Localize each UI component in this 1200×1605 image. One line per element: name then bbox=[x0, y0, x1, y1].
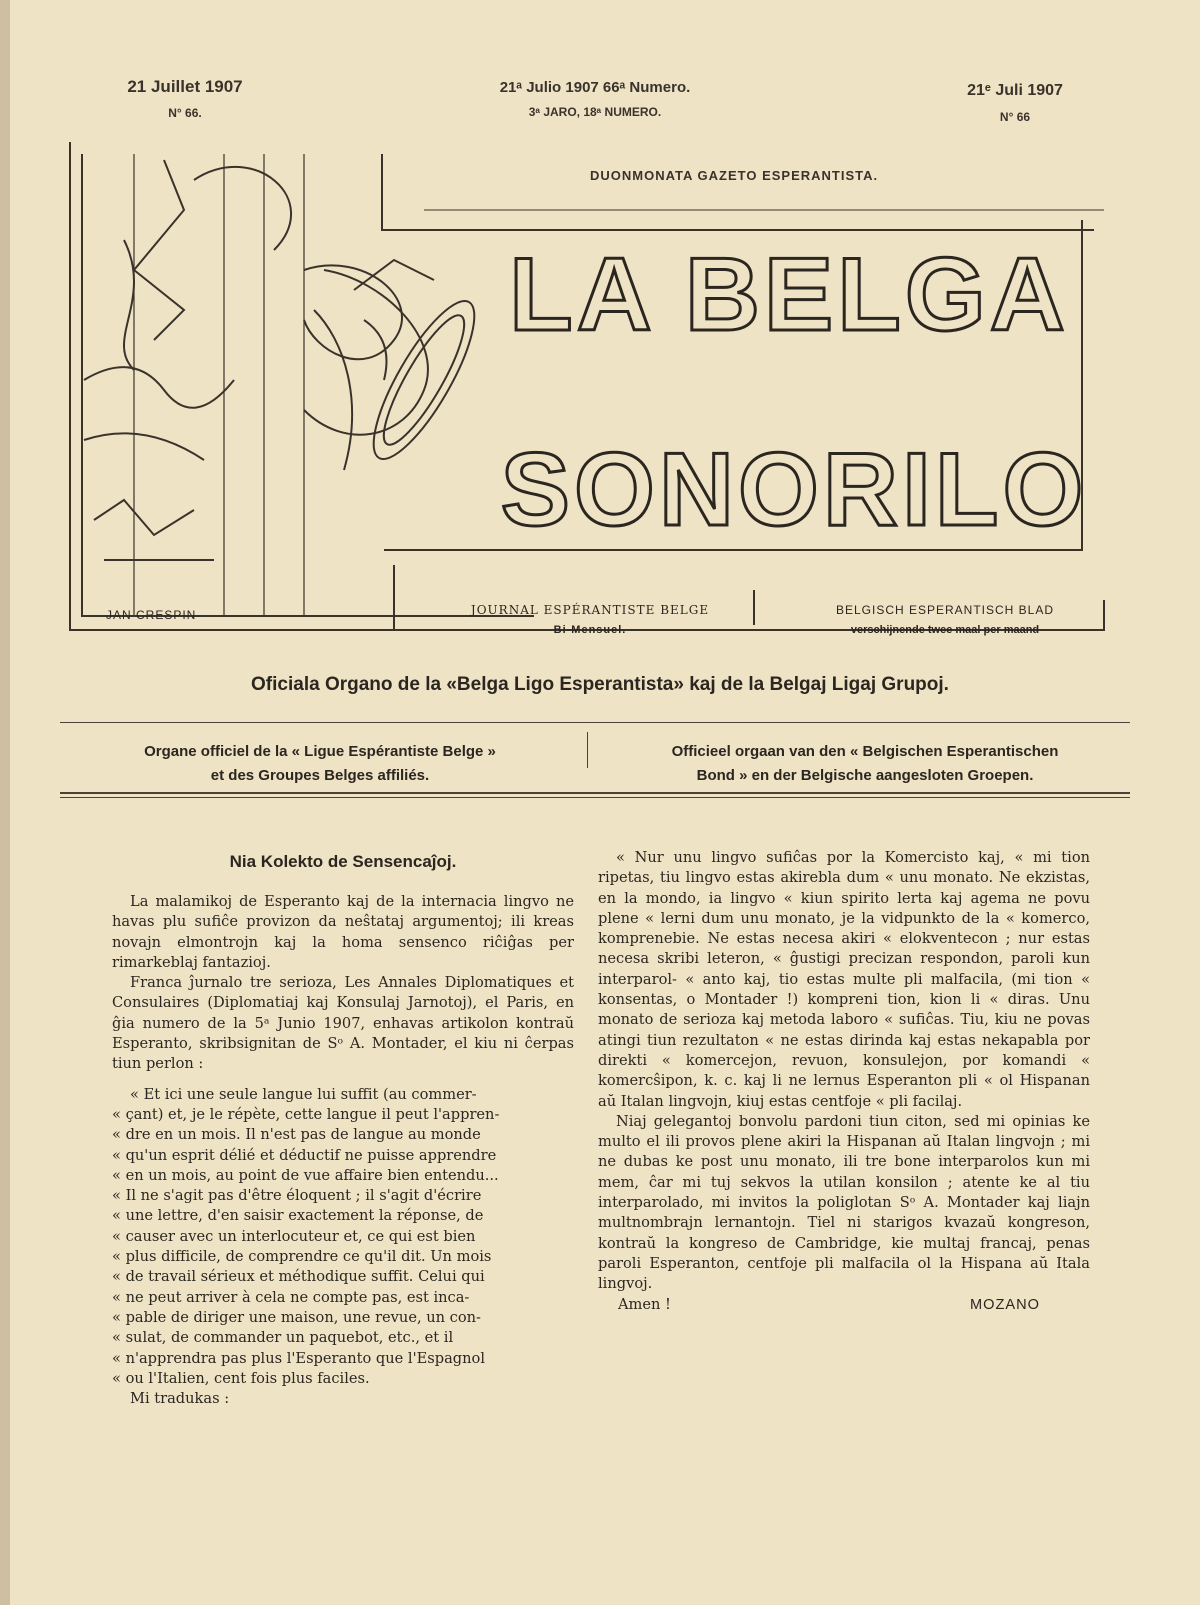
binding-edge bbox=[0, 0, 10, 1605]
header-left-date: 21 Juillet 1907 bbox=[127, 77, 243, 96]
french-quote bbox=[112, 1085, 574, 1389]
organ-dutch bbox=[600, 740, 1130, 788]
article-paragraph: Mi tradukas : bbox=[130, 1390, 230, 1408]
rule-bottom-thin bbox=[60, 797, 1130, 798]
quote-line: « de travail sérieux et méthodique suffit. Celui qui bbox=[112, 1268, 485, 1286]
article-signoff bbox=[598, 1295, 1090, 1315]
quote-line: « dre en un mois. Il n'est pas de langue au monde bbox=[112, 1126, 481, 1144]
header-right-date: 21ᵉ Juli 1907 bbox=[967, 82, 1063, 99]
subtitle-dutch-line2: verschijnende twee maal per maand bbox=[850, 624, 1040, 636]
masthead-title-line1: LA BELGA bbox=[509, 237, 1069, 353]
article-title: Nia Kolekto de Sensencaĵoj. bbox=[229, 852, 457, 871]
header-center bbox=[430, 76, 760, 124]
header-left bbox=[100, 74, 270, 126]
article-paragraph: La malamikoj de Esperanto kaj de la internacia lingvo ne havas plu sufiĉe provizon da neŝtataj argumentoj; ili kreas novajn elmontrojn kaj la homa sensenco riĉiĝas per rimarkeblaj fantazioj. bbox=[112, 893, 574, 971]
subtitle-dutch bbox=[795, 600, 1095, 640]
quote-line: « çant) et, je le répète, cette langue il peut l'appren- bbox=[112, 1105, 500, 1123]
article-closing: Amen ! bbox=[618, 1295, 671, 1313]
esperanto-quote: « Nur unu lingvo sufiĉas por la Komercisto kaj, « mi tion ripetas, tiu lingvo estas akirebla dum « unu monato. Ne ekzistas, en la mondo, ia lingvo « kiun spirito lerta kaj agema ne povu plene « lerni dum unu monato, je la vidpunkto de la « komerco, komprenebie. Ne estas necesa akiri « elokventecon ; nur estas necesa skribi leteron, « ĝustigi precizan respondon, paroli kun interparol- « anto kaj, tio estas multe pli malfacila, (mi tion « konsentas, o Montader !) kompreni tion, kion li « diras. Unu monato de serioza kaj metoda laboro « sufiĉas. Tiu, kiu ne povas atingi tiun rezultaton « ne estas dirinda kaj estas nekapabla por direkti « komercejon, revuon, konsulejon, por komandi « komercŝipon, k. c. kaj li ne lernus Esperanton pli « ol Hispanan aŭ Italan lingvojn, kiuj estas centfoje « pli facilaj. bbox=[598, 849, 1090, 1110]
subtitle-french-line1: JOURNAL ESPÉRANTISTE BELGE bbox=[470, 603, 710, 617]
header-right bbox=[940, 78, 1090, 130]
organ-french bbox=[60, 740, 580, 788]
quote-line: « ne peut arriver à cela ne compte pas, est inca- bbox=[112, 1288, 470, 1306]
masthead-title-line2: SONORILO bbox=[500, 432, 1088, 548]
header-center-date: 21ᵃ Julio 1907 66ᵃ Numero. bbox=[499, 79, 691, 96]
article-column-1 bbox=[112, 892, 574, 1409]
quote-line: « n'apprendra pas plus l'Esperanto que l'Espagnol bbox=[112, 1349, 485, 1367]
quote-line: « Et ici une seule langue lui suffit (au commer- bbox=[130, 1085, 477, 1103]
quote-line: « une lettre, d'en saisir exactement la réponse, de bbox=[112, 1207, 484, 1225]
quote-line: « causer avec un interlocuteur et, ce qui est bien bbox=[112, 1227, 476, 1245]
article-paragraph: Franca ĵurnalo tre serioza, Les Annales Diplomatiques et Consulaires (Diplomatiaj kaj Konsulaj Jarnotoj), el Paris, en ĝia numero de la 5ᵃ Junio 1907, enhavas artikolon kontraŭ Esperanto, skribsignitan de Sᵒ A. Montader, el kiu ni ĉerpas tiun perlon : bbox=[112, 974, 574, 1073]
header-center-year: 3ᵃ JARO, 18ᵃ NUMERO. bbox=[528, 105, 662, 119]
rule-top bbox=[60, 722, 1130, 723]
organ-dutch-line1: Officieel orgaan van den « Belgischen Esperantischen bbox=[671, 743, 1059, 760]
organ-french-line2: et des Groupes Belges affiliés. bbox=[210, 767, 430, 784]
article-author: MOZANO bbox=[969, 1296, 1040, 1313]
quote-line: « pable de diriger une maison, une revue, un con- bbox=[112, 1308, 481, 1326]
quote-line: « qu'un esprit délié et déductif ne puisse apprendre bbox=[112, 1146, 497, 1164]
official-organ-line: Oficiala Organo de la «Belga Ligo Esperantista» kaj de la Belgaj Ligaj Grupoj. bbox=[251, 674, 949, 695]
subtitle-french bbox=[430, 600, 750, 640]
masthead-illustration bbox=[64, 140, 1109, 648]
masthead-tagline: DUONMONATA GAZETO ESPERANTISTA. bbox=[590, 168, 879, 183]
header-right-number: N° 66 bbox=[999, 110, 1031, 124]
subtitle-dutch-line1: BELGISCH ESPERANTISCH BLAD bbox=[835, 603, 1055, 617]
quote-line: « plus difficile, de comprendre ce qu'il dit. Un mois bbox=[112, 1248, 492, 1266]
masthead bbox=[64, 140, 1109, 648]
rule-bottom bbox=[60, 792, 1130, 794]
column-divider bbox=[587, 732, 588, 768]
quote-line: « en un mois, au point de vue affaire bien entendu... bbox=[112, 1166, 499, 1184]
article-paragraph: Niaj gelegantoj bonvolu pardoni tiun citon, sed mi opinias ke multo el ili provos plene akiri la Hispanan aŭ Italan lingvojn ; mi ne dubas ke post unu monato, ili tre bone interparolos kun mi mem, ĉar mi tuj sekvos la utilan konsilon ; atente ke al tiu interparolado, mi invitos la poliglotan Sᵒ A. Montader kaj liajn multnombrajn lernantojn. Tiel ni starigos kvazaŭ kongreson, kontraŭ la kongreso de Cambridge, kie multaj francaj, penas paroli Esperanton, centfoje pli malfacila ol la Hispana aŭ Itala lingvoj. bbox=[598, 1112, 1090, 1293]
quote-line: « Il ne s'agit pas d'être éloquent ; il s'agit d'écrire bbox=[112, 1187, 482, 1205]
artist-signature: JAN CRESPIN bbox=[106, 608, 197, 622]
header-left-number: N° 66. bbox=[168, 106, 202, 120]
organ-french-line1: Organe officiel de la « Ligue Espérantiste Belge » bbox=[144, 743, 496, 760]
quote-line: « ou l'Italien, cent fois plus faciles. bbox=[112, 1369, 370, 1387]
article-column-2 bbox=[598, 848, 1090, 1315]
organ-dutch-line2: Bond » en der Belgische aangesloten Groepen. bbox=[696, 767, 1034, 784]
subtitle-french-line2: Bi-Mensuel. bbox=[553, 624, 627, 636]
quote-line: « sulat, de commander un paquebot, etc., et il bbox=[112, 1329, 454, 1347]
